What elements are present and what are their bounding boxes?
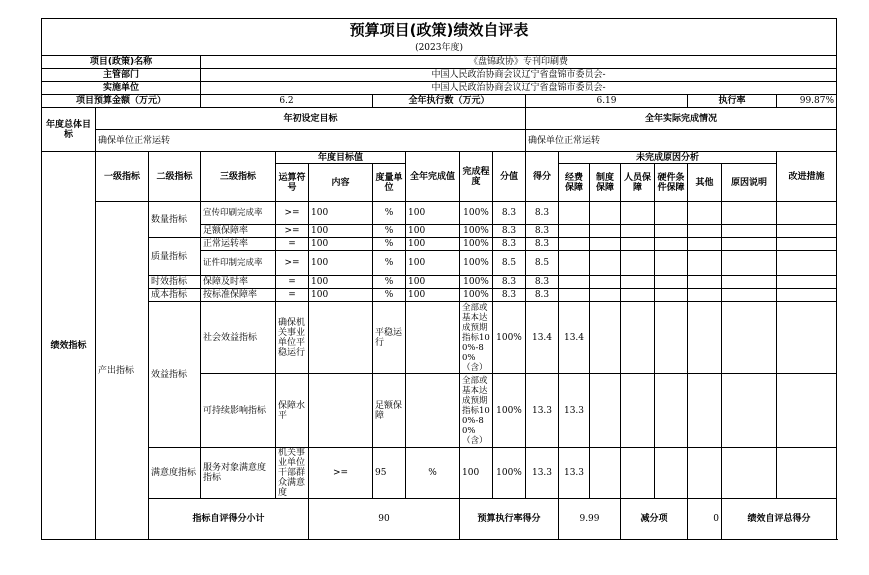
empty-cell bbox=[722, 302, 777, 374]
row-content: 100 bbox=[309, 289, 373, 302]
empty-cell bbox=[777, 251, 837, 276]
empty-cell bbox=[590, 238, 621, 251]
header-reason-group: 未完成原因分析 bbox=[559, 152, 777, 164]
dept-value: 中国人民政治协商会议辽宁省盘锦市委员会- bbox=[201, 69, 837, 82]
row-actual: 100 bbox=[460, 448, 493, 499]
subtotal-label: 指标自评得分小计 bbox=[149, 499, 309, 540]
empty-cell bbox=[655, 289, 688, 302]
row-degree: 100% bbox=[493, 448, 526, 499]
dept-label: 主管部门 bbox=[42, 69, 201, 82]
empty-cell bbox=[655, 276, 688, 289]
row-score-value: 13.3 bbox=[526, 448, 559, 499]
row-unit: % bbox=[373, 238, 406, 251]
header-r-other: 其他 bbox=[688, 164, 722, 202]
row-actual: 100 bbox=[406, 276, 460, 289]
empty-cell bbox=[777, 202, 837, 225]
output-indicator-label: 产出指标 bbox=[96, 202, 149, 540]
header-r-funds: 经费保障 bbox=[559, 164, 590, 202]
empty-cell bbox=[688, 251, 722, 276]
row-content: 平稳运行 bbox=[373, 302, 406, 374]
budget-value: 6.2 bbox=[201, 95, 373, 108]
empty-cell bbox=[777, 289, 837, 302]
empty-cell bbox=[688, 289, 722, 302]
row-unit: % bbox=[373, 251, 406, 276]
row-actual: 100 bbox=[406, 251, 460, 276]
empty-cell bbox=[655, 448, 688, 499]
empty-cell bbox=[590, 276, 621, 289]
row-content: 100 bbox=[309, 276, 373, 289]
empty-cell bbox=[559, 225, 590, 238]
empty-cell bbox=[559, 289, 590, 302]
row-degree: 100% bbox=[493, 374, 526, 448]
empty-cell bbox=[590, 251, 621, 276]
header-r-system: 制度保障 bbox=[590, 164, 621, 202]
exec-amount-value: 6.19 bbox=[526, 95, 688, 108]
actual-goal-header: 全年实际完成情况 bbox=[526, 108, 837, 130]
row-content: 100 bbox=[309, 251, 373, 276]
sustain-indicator-label: 可持续影响指标 bbox=[201, 374, 276, 448]
total-label: 绩效自评总得分 bbox=[722, 499, 837, 540]
row-operator bbox=[309, 302, 373, 374]
exec-score-value: 9.99 bbox=[559, 499, 621, 540]
row-unit bbox=[406, 302, 460, 374]
header-target-group: 年度目标值 bbox=[276, 152, 406, 164]
empty-cell bbox=[722, 202, 777, 225]
header-r-note: 原因说明 bbox=[722, 164, 777, 202]
row-actual: 全部或基本达成预期指标100%-80%（含） bbox=[460, 374, 493, 448]
empty-cell bbox=[688, 202, 722, 225]
row-actual: 100 bbox=[406, 238, 460, 251]
row-degree: 100% bbox=[460, 202, 493, 225]
row-unit: % bbox=[373, 276, 406, 289]
row-degree: 100% bbox=[460, 289, 493, 302]
table-row-l3: 按标准保障率 bbox=[201, 289, 276, 302]
empty-cell bbox=[777, 302, 837, 374]
row-score: 8.5 bbox=[526, 251, 559, 276]
row-score-value: 8.5 bbox=[493, 251, 526, 276]
benefit-indicator-label: 效益指标 bbox=[149, 302, 201, 448]
row-operator: = bbox=[276, 289, 309, 302]
empty-cell bbox=[655, 374, 688, 448]
empty-cell bbox=[590, 225, 621, 238]
exec-amount-label: 全年执行数（万元） bbox=[373, 95, 526, 108]
empty-cell bbox=[621, 302, 655, 374]
empty-cell bbox=[688, 276, 722, 289]
empty-cell bbox=[688, 374, 722, 448]
table-row-l3: 确保机关事业单位平稳运行 bbox=[276, 302, 309, 374]
empty-cell bbox=[590, 302, 621, 374]
empty-cell bbox=[621, 448, 655, 499]
empty-cell bbox=[621, 251, 655, 276]
row-score-value: 8.3 bbox=[493, 276, 526, 289]
row-actual: 全部或基本达成预期指标100%-80%（含） bbox=[460, 302, 493, 374]
row-actual: 100 bbox=[406, 289, 460, 302]
header-operator: 运算符号 bbox=[276, 164, 309, 202]
deduct-label: 减分项 bbox=[621, 499, 688, 540]
row-score: 8.3 bbox=[526, 276, 559, 289]
row-operator: >= bbox=[276, 251, 309, 276]
empty-cell bbox=[688, 448, 722, 499]
empty-cell bbox=[777, 374, 837, 448]
row-unit bbox=[406, 374, 460, 448]
empty-cell bbox=[590, 448, 621, 499]
header-level2: 二级指标 bbox=[149, 152, 201, 202]
header-r-staff: 人员保障 bbox=[621, 164, 655, 202]
row-operator: >= bbox=[276, 225, 309, 238]
header-degree: 完成程度 bbox=[460, 152, 493, 202]
empty-cell bbox=[722, 374, 777, 448]
row-score-value: 8.3 bbox=[493, 225, 526, 238]
unit-label: 实施单位 bbox=[42, 82, 201, 95]
header-content: 内容 bbox=[309, 164, 373, 202]
table-row-l3: 机关事业单位干部群众满意度 bbox=[276, 448, 309, 499]
table-row-l3: 宣传印刷完成率 bbox=[201, 202, 276, 225]
exec-score-label: 预算执行率得分 bbox=[460, 499, 559, 540]
empty-cell bbox=[559, 202, 590, 225]
row-content: 足额保障 bbox=[373, 374, 406, 448]
row-content: 100 bbox=[309, 238, 373, 251]
row-score-value: 8.3 bbox=[493, 238, 526, 251]
empty-cell bbox=[722, 238, 777, 251]
row-actual: 100 bbox=[406, 202, 460, 225]
empty-cell bbox=[590, 289, 621, 302]
header-score: 得分 bbox=[526, 152, 559, 202]
evaluation-sheet bbox=[41, 18, 836, 540]
row-score: 13.3 bbox=[559, 448, 590, 499]
subtotal-value: 90 bbox=[309, 499, 460, 540]
table-row-l3: 保障水平 bbox=[276, 374, 309, 448]
empty-cell bbox=[590, 374, 621, 448]
header-actual: 全年完成值 bbox=[406, 152, 460, 202]
table-row-l3: 足额保障率 bbox=[201, 225, 276, 238]
row-operator: >= bbox=[309, 448, 373, 499]
empty-cell bbox=[777, 276, 837, 289]
header-improve: 改进措施 bbox=[777, 152, 837, 202]
row-degree: 100% bbox=[460, 225, 493, 238]
empty-cell bbox=[655, 238, 688, 251]
exec-rate-label: 执行率 bbox=[688, 95, 777, 108]
empty-cell bbox=[559, 276, 590, 289]
goal-label: 年度总体目标 bbox=[42, 108, 96, 152]
row-unit: % bbox=[406, 448, 460, 499]
row-score: 8.3 bbox=[526, 289, 559, 302]
initial-goal-header: 年初设定目标 bbox=[96, 108, 526, 130]
row-unit: % bbox=[373, 202, 406, 225]
social-indicator-label: 社会效益指标 bbox=[201, 302, 276, 374]
empty-cell bbox=[621, 238, 655, 251]
empty-cell bbox=[777, 225, 837, 238]
header-r-hardware: 硬件条件保障 bbox=[655, 164, 688, 202]
cost-indicator-label: 成本指标 bbox=[149, 289, 201, 302]
row-score: 8.3 bbox=[526, 238, 559, 251]
empty-cell bbox=[722, 225, 777, 238]
empty-cell bbox=[777, 448, 837, 499]
deduct-value: 0 bbox=[688, 499, 722, 540]
quantity-indicator-label: 数量指标 bbox=[149, 202, 201, 238]
empty-cell bbox=[688, 238, 722, 251]
empty-cell bbox=[655, 302, 688, 374]
row-score: 8.3 bbox=[526, 202, 559, 225]
unit-value: 中国人民政治协商会议辽宁省盘锦市委员会- bbox=[201, 82, 837, 95]
empty-cell bbox=[621, 202, 655, 225]
project-name-value: 《盘锦政协》专刊印刷费 bbox=[201, 56, 837, 69]
row-score: 13.4 bbox=[559, 302, 590, 374]
row-score-value: 13.4 bbox=[526, 302, 559, 374]
row-degree: 100% bbox=[460, 238, 493, 251]
perf-label: 绩效指标 bbox=[42, 152, 96, 540]
row-content: 95 bbox=[373, 448, 406, 499]
project-name-label: 项目(政策)名称 bbox=[42, 56, 201, 69]
table-row-l3: 正常运转率 bbox=[201, 238, 276, 251]
empty-cell bbox=[621, 289, 655, 302]
empty-cell bbox=[559, 238, 590, 251]
empty-cell bbox=[688, 225, 722, 238]
row-score-value: 13.3 bbox=[526, 374, 559, 448]
row-degree: 100% bbox=[460, 251, 493, 276]
row-score-value: 8.3 bbox=[493, 289, 526, 302]
row-score: 8.3 bbox=[526, 225, 559, 238]
satisfaction-indicator-label: 满意度指标 bbox=[149, 448, 201, 499]
table-row-l3: 证件印制完成率 bbox=[201, 251, 276, 276]
empty-cell bbox=[655, 251, 688, 276]
budget-label: 项目预算金额（万元） bbox=[42, 95, 201, 108]
header-score-value: 分值 bbox=[493, 152, 526, 202]
initial-goal-text: 确保单位正常运转 bbox=[96, 130, 526, 152]
empty-cell bbox=[590, 202, 621, 225]
header-level1: 一级指标 bbox=[96, 152, 149, 202]
report-year: (2023年度) bbox=[42, 41, 837, 56]
row-degree: 100% bbox=[493, 302, 526, 374]
row-operator: = bbox=[276, 238, 309, 251]
row-operator: = bbox=[276, 276, 309, 289]
empty-cell bbox=[722, 289, 777, 302]
empty-cell bbox=[722, 276, 777, 289]
actual-goal-text: 确保单位正常运转 bbox=[526, 130, 837, 152]
timeliness-indicator-label: 时效指标 bbox=[149, 276, 201, 289]
empty-cell bbox=[621, 374, 655, 448]
service-indicator-label: 服务对象满意度指标 bbox=[201, 448, 276, 499]
row-content: 100 bbox=[309, 202, 373, 225]
empty-cell bbox=[655, 225, 688, 238]
row-unit: % bbox=[373, 289, 406, 302]
table-row-l3: 保障及时率 bbox=[201, 276, 276, 289]
page-title: 预算项目(政策)绩效自评表 bbox=[42, 19, 837, 42]
row-actual: 100 bbox=[406, 225, 460, 238]
empty-cell bbox=[655, 202, 688, 225]
empty-cell bbox=[621, 225, 655, 238]
empty-cell bbox=[559, 251, 590, 276]
row-operator: >= bbox=[276, 202, 309, 225]
header-unit: 度量单位 bbox=[373, 164, 406, 202]
quality-indicator-label: 质量指标 bbox=[149, 238, 201, 276]
row-degree: 100% bbox=[460, 276, 493, 289]
empty-cell bbox=[621, 276, 655, 289]
row-score-value: 8.3 bbox=[493, 202, 526, 225]
evaluation-table bbox=[41, 18, 837, 540]
row-score: 13.3 bbox=[559, 374, 590, 448]
empty-cell bbox=[722, 448, 777, 499]
row-content: 100 bbox=[309, 225, 373, 238]
exec-rate-value: 99.87% bbox=[777, 95, 837, 108]
row-unit: % bbox=[373, 225, 406, 238]
empty-cell bbox=[722, 251, 777, 276]
row-operator bbox=[309, 374, 373, 448]
empty-cell bbox=[777, 238, 837, 251]
empty-cell bbox=[688, 302, 722, 374]
header-level3: 三级指标 bbox=[201, 152, 276, 202]
